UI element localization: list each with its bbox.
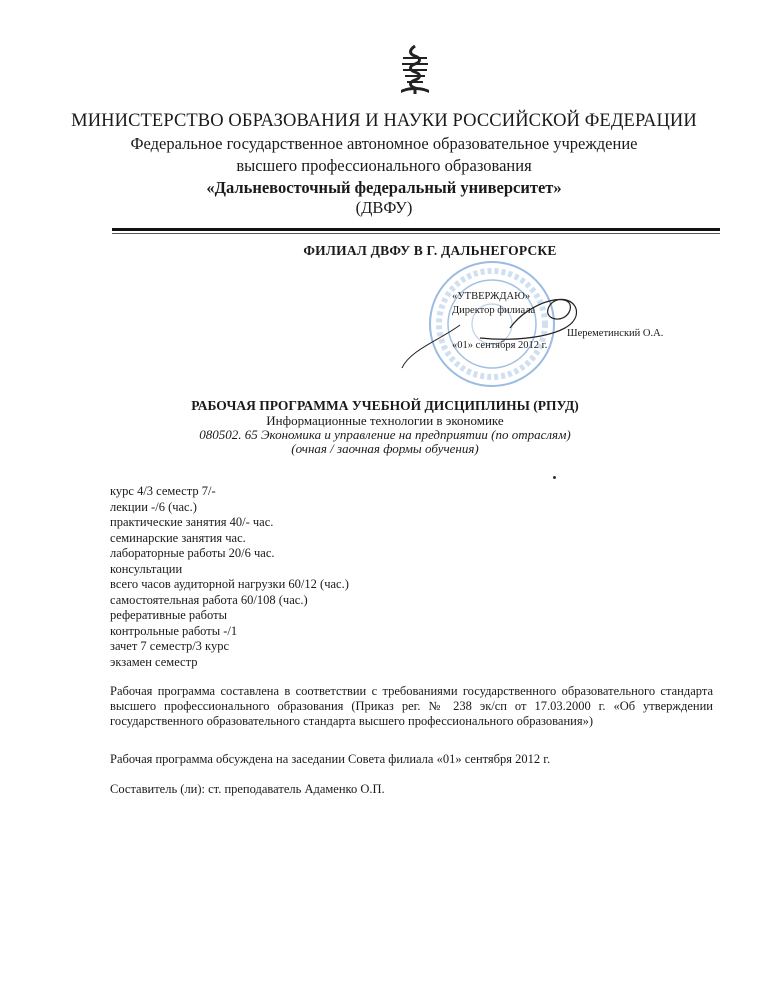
hours-line: семинарские занятия час. [110,530,246,545]
ministry-heading: МИНИСТЕРСТВО ОБРАЗОВАНИЯ И НАУКИ РОССИЙСКОЙ ФЕДЕРАЦИИ [71,111,697,131]
hours-line: зачет 7 семестр/3 курс [110,639,230,653]
hours-line: реферативные работы [110,608,227,622]
specialty-code: 080502. 65 Экономика и управление на предприятии (по отраслям) [199,427,571,442]
discussion-paragraph: Рабочая программа обсуждена на заседании Совета филиала «01» сентября 2012 г. [110,752,551,766]
standard-paragraph: Рабочая программа составлена в соответствии с требованиями государственного образовательного стандарта высшего профессионального образования (Приказ рег. № 238 эк/сп от 17.03.2000 г. «Об утверждении государственного образовательного стандарта высшего профессионального образования») [110,684,713,728]
branch-title: ФИЛИАЛ ДВФУ В Г. ДАЛЬНЕГОРСКЕ [303,243,557,258]
header-divider [112,228,720,231]
institution-type: Федеральное государственное автономное образовательное учреждение [130,134,638,153]
hours-list [110,484,349,670]
education-level: высшего профессионального образования [236,156,532,175]
hours-line: лекции -/6 (час.) [110,499,197,514]
hours-line: курс 4/3 семестр 7/- [110,484,216,498]
approve-label: «УТВЕРЖДАЮ» [452,291,531,302]
hours-line: контрольные работы -/1 [110,623,238,638]
director-name: Шереметинский О.А. [567,328,664,339]
author-line: Составитель (ли): ст. преподаватель Адаменко О.П. [110,782,385,796]
director-position: Директор филиала [452,305,536,316]
discipline-name: Информационные технологии в экономике [266,413,504,428]
hours-line: практические занятия 40/- час. [110,515,274,529]
program-title: РАБОЧАЯ ПРОГРАММА УЧЕБНОЙ ДИСЦИПЛИНЫ (РПУД) [191,398,579,413]
approval-date: «01» сентября 2012 г. [452,340,548,351]
university-logo-icon [397,44,433,96]
header-divider-thin [112,233,720,234]
hours-line: экзамен семестр [110,654,198,669]
scan-speck [553,476,556,479]
study-form: (очная / заочная формы обучения) [291,441,479,456]
university-name: «Дальневосточный федеральный университет» [206,178,562,197]
university-abbreviation: (ДВФУ) [355,198,413,217]
hours-line: консультации [110,561,183,576]
hours-line: всего часов аудиторной нагрузки 60/12 (час.) [110,577,349,591]
hours-line: лабораторные работы 20/6 час. [110,546,275,560]
hours-line: самостоятельная работа 60/108 (час.) [110,592,308,607]
